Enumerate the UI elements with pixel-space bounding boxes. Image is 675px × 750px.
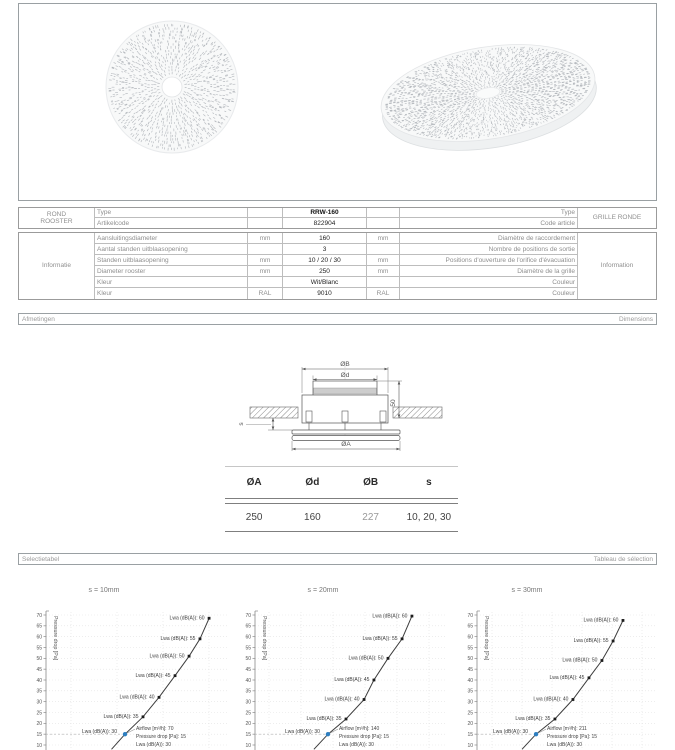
- dim-label-d: Ød: [340, 372, 350, 379]
- section-label-dimensions: Dimensions: [619, 315, 653, 323]
- data-point-label: Lwa (dB(A)): 35: [306, 716, 342, 723]
- cell-unit-left: [248, 208, 283, 218]
- y-tick-label: 50: [245, 656, 251, 663]
- data-marker: [554, 718, 557, 721]
- cell-value: Wit/Blanc: [283, 277, 367, 288]
- data-point-label: Lwa (dB(A)): 30: [81, 729, 117, 736]
- y-tick-label: 55: [36, 645, 42, 652]
- data-point-label: Lwa (dB(A)): 50: [149, 653, 185, 660]
- dim-value-cell: 227: [362, 512, 379, 523]
- dim-value-cell: 250: [245, 512, 263, 523]
- data-point-label: Lwa (dB(A)): 50: [348, 655, 384, 662]
- data-marker: [363, 698, 366, 701]
- product-photo-side-view: [374, 31, 603, 165]
- cell-value: 3: [283, 244, 367, 255]
- type-table: [18, 207, 657, 229]
- selection-charts: [0, 578, 675, 750]
- disc-center-hub: [162, 77, 182, 97]
- data-marker: [199, 637, 202, 640]
- cell-unit-right: mm: [367, 266, 400, 277]
- table-side-label-right: GRILLE RONDE: [592, 214, 642, 222]
- highlight-marker: [123, 732, 127, 736]
- data-point-label: Lwa (dB(A)): 55: [573, 638, 609, 645]
- section-label-afmetingen: Afmetingen: [22, 315, 55, 323]
- dim-header-cell: s: [426, 477, 432, 488]
- y-axis-label: Pressure drop [Pa]: [52, 616, 58, 661]
- cell-fr-label: Type: [400, 208, 578, 218]
- data-point-label: Lwa (dB(A)): 30: [493, 729, 529, 736]
- cell-fr-label: Nombre de positions de sortie: [400, 244, 578, 255]
- tooltip-line: Airflow [m³/h]: 211: [547, 726, 587, 733]
- y-tick-label: 20: [467, 721, 473, 728]
- tooltip-line: Pressure drop [Pa]: 15: [547, 734, 598, 741]
- data-point-label: Lwa (dB(A)): 45: [334, 677, 370, 684]
- y-tick-label: 50: [467, 656, 473, 663]
- table-side-label-left: [19, 233, 95, 299]
- data-point-label: Lwa (dB(A)): 30: [284, 729, 320, 736]
- y-tick-label: 50: [36, 656, 42, 663]
- mounting-clip-left: [306, 411, 312, 422]
- data-point-label: Lwa (dB(A)): 60: [583, 617, 619, 624]
- dim-header-cell: ØB: [363, 477, 379, 488]
- chart-s10mm: [36, 587, 228, 750]
- cell-fr-label: Code article: [400, 218, 578, 228]
- dim-label-b: ØB: [340, 361, 350, 368]
- cell-nl-label: Aansluitingsdiameter: [95, 233, 248, 244]
- data-point-label: Lwa (dB(A)): 45: [135, 672, 171, 679]
- tooltip-line: Airflow [m³/h]: 70: [135, 726, 174, 733]
- data-marker: [401, 637, 404, 640]
- cell-value: RRW-160: [283, 208, 367, 218]
- cell-unit-left: [248, 244, 283, 255]
- y-tick-label: 25: [245, 710, 251, 717]
- y-tick-label: 10: [245, 742, 251, 749]
- cell-nl-label: Aantal standen uitblaasopening: [95, 244, 248, 255]
- data-marker: [622, 619, 625, 622]
- dim-table-header-row: [225, 467, 458, 498]
- dim-table-value-row: [225, 504, 458, 531]
- highlight-marker: [534, 732, 538, 736]
- product-images-panel: [18, 3, 657, 201]
- y-tick-label: 25: [36, 710, 42, 717]
- tooltip-line: Airflow [m³/h]: 140: [338, 726, 380, 733]
- dim-label-s: s: [238, 422, 245, 426]
- dim-label-50: 50: [390, 399, 397, 407]
- cell-nl-label: Kleur: [95, 288, 248, 299]
- tooltip-line: Pressure drop [Pa]: 15: [338, 734, 389, 741]
- cell-value: 250: [283, 266, 367, 277]
- cell-nl-label: Type: [95, 208, 248, 218]
- data-point-label: Lwa (dB(A)): 40: [119, 694, 155, 701]
- y-tick-label: 35: [36, 688, 42, 695]
- ceiling-hatch-right: [393, 407, 442, 418]
- cell-unit-left: mm: [248, 233, 283, 244]
- cell-fr-label: Couleur: [400, 277, 578, 288]
- side-label-line: ROOSTER: [40, 218, 73, 225]
- data-point-label: Lwa (dB(A)): 45: [549, 675, 585, 682]
- data-marker: [188, 655, 191, 658]
- dim-value-cell: 10, 20, 30: [406, 512, 452, 523]
- y-tick-label: 35: [245, 688, 251, 695]
- y-tick-label: 25: [467, 710, 473, 717]
- dimension-drawing: [230, 355, 460, 455]
- y-tick-label: 15: [245, 731, 251, 738]
- mounting-clip-center: [342, 411, 348, 422]
- data-marker: [142, 715, 145, 718]
- cell-nl-label: Kleur: [95, 277, 248, 288]
- section-bar-dimensions: [18, 313, 657, 325]
- y-tick-label: 35: [467, 688, 473, 695]
- tooltip-line: Lwa (dB(A)): 30: [135, 742, 172, 749]
- chart-title: s = 10mm: [88, 587, 120, 594]
- y-tick-label: 60: [467, 634, 473, 641]
- cell-nl-label: Artikelcode: [95, 218, 248, 228]
- y-tick-label: 30: [36, 699, 42, 706]
- y-tick-label: 10: [467, 742, 473, 749]
- y-tick-label: 70: [467, 612, 473, 619]
- chart-title: s = 30mm: [511, 587, 543, 594]
- y-tick-label: 60: [36, 634, 42, 641]
- data-point-label: Lwa (dB(A)): 35: [515, 716, 551, 723]
- data-marker: [588, 676, 591, 679]
- y-tick-label: 20: [36, 721, 42, 728]
- tooltip-line: Lwa (dB(A)): 30: [547, 742, 583, 749]
- cell-nl-label: Standen uitblaasopening: [95, 255, 248, 266]
- table-side-label-right: Information: [600, 262, 634, 270]
- y-tick-label: 70: [245, 612, 251, 619]
- cell-fr-label: Couleur: [400, 288, 578, 299]
- cell-nl-label: Diameter rooster: [95, 266, 248, 277]
- section-label-selectietabel: Selectietabel: [22, 555, 60, 563]
- cell-value: 10 / 20 / 30: [283, 255, 367, 266]
- mounting-clip-right: [380, 411, 386, 422]
- cell-unit-left: mm: [248, 266, 283, 277]
- data-marker: [345, 718, 348, 721]
- y-tick-label: 20: [245, 721, 251, 728]
- data-marker: [572, 698, 575, 701]
- dim-label-a: ØA: [341, 441, 351, 448]
- data-marker: [411, 615, 414, 618]
- y-tick-label: 45: [36, 666, 42, 673]
- side-label-line: ROND: [46, 210, 67, 218]
- cell-value: 9010: [283, 288, 367, 299]
- cell-unit-left: mm: [248, 255, 283, 266]
- y-tick-label: 45: [245, 666, 251, 673]
- y-tick-label: 15: [467, 731, 473, 738]
- chart-s30mm: [467, 587, 657, 750]
- data-point-label: Lwa (dB(A)): 55: [362, 636, 398, 643]
- cell-unit-right: [367, 277, 400, 288]
- data-point-label: Lwa (dB(A)): 50: [562, 657, 598, 664]
- y-tick-label: 55: [467, 645, 473, 652]
- dim-value-cell: 160: [304, 512, 321, 523]
- section-bar-selection: [18, 553, 657, 565]
- side-label-line: Informatie: [42, 262, 71, 270]
- cell-unit-right: RAL: [367, 288, 400, 299]
- cell-unit-left: RAL: [248, 288, 283, 299]
- table-side-label-left: [19, 208, 95, 228]
- data-point-label: Lwa (dB(A)): 60: [372, 613, 408, 620]
- cell-unit-right: [367, 244, 400, 255]
- y-tick-label: 55: [245, 645, 251, 652]
- data-marker: [601, 659, 604, 662]
- grille-plate-upper: [292, 430, 400, 434]
- data-marker: [174, 674, 177, 677]
- y-axis-label: Pressure drop [Pa]: [261, 616, 267, 661]
- data-marker: [612, 640, 615, 643]
- cell-unit-left: [248, 277, 283, 288]
- dim-header-cell: ØA: [246, 477, 262, 488]
- info-table: [18, 232, 657, 300]
- cell-value: 160: [283, 233, 367, 244]
- cell-fr-label: Positions d'ouverture de l'orifice d'évacuation: [400, 255, 578, 266]
- data-marker: [158, 696, 161, 699]
- y-tick-label: 30: [245, 699, 251, 706]
- cell-unit-right: [367, 218, 400, 228]
- y-tick-label: 30: [467, 699, 473, 706]
- dim-table-rule: [225, 531, 458, 532]
- cell-unit-right: mm: [367, 255, 400, 266]
- y-tick-label: 70: [36, 612, 42, 619]
- data-marker: [387, 657, 390, 660]
- y-tick-label: 40: [36, 677, 42, 684]
- y-tick-label: 65: [245, 623, 251, 630]
- product-photo-front-view: [106, 21, 238, 153]
- cell-unit-right: mm: [367, 233, 400, 244]
- ceiling-hatch-left: [250, 407, 298, 418]
- y-tick-label: 65: [36, 623, 42, 630]
- chart-s20mm: [245, 587, 445, 750]
- y-tick-label: 65: [467, 623, 473, 630]
- grille-plate-lower: [292, 436, 400, 441]
- dim-header-cell: Ød: [305, 477, 320, 488]
- y-tick-label: 40: [245, 677, 251, 684]
- collar-seal-band: [314, 388, 377, 394]
- dimension-table: [225, 466, 458, 532]
- data-marker: [208, 617, 211, 620]
- section-label-tableau: Tableau de sélection: [593, 555, 653, 563]
- data-point-label: Lwa (dB(A)): 35: [103, 714, 139, 721]
- data-marker: [373, 679, 376, 682]
- chart-title: s = 20mm: [307, 587, 339, 594]
- cell-unit-left: [248, 218, 283, 228]
- cell-fr-label: Diamètre de la grille: [400, 266, 578, 277]
- cell-unit-right: [367, 208, 400, 218]
- product-photos: [19, 4, 656, 200]
- y-tick-label: 60: [245, 634, 251, 641]
- data-point-label: Lwa (dB(A)): 40: [533, 696, 569, 703]
- data-point-label: Lwa (dB(A)): 60: [169, 615, 205, 622]
- tooltip-line: Lwa (dB(A)): 30: [338, 742, 374, 749]
- data-point-label: Lwa (dB(A)): 55: [160, 636, 196, 643]
- y-tick-label: 45: [467, 666, 473, 673]
- data-point-label: Lwa (dB(A)): 40: [324, 696, 360, 703]
- tooltip-line: Pressure drop [Pa]: 15: [135, 734, 187, 741]
- y-tick-label: 40: [467, 677, 473, 684]
- y-tick-label: 10: [36, 742, 42, 749]
- cell-fr-label: Diamètre de raccordement: [400, 233, 578, 244]
- cell-value: 822904: [283, 218, 367, 228]
- y-axis-label: Pressure drop [Pa]: [483, 616, 489, 661]
- y-tick-label: 15: [36, 731, 42, 738]
- highlight-marker: [326, 732, 330, 736]
